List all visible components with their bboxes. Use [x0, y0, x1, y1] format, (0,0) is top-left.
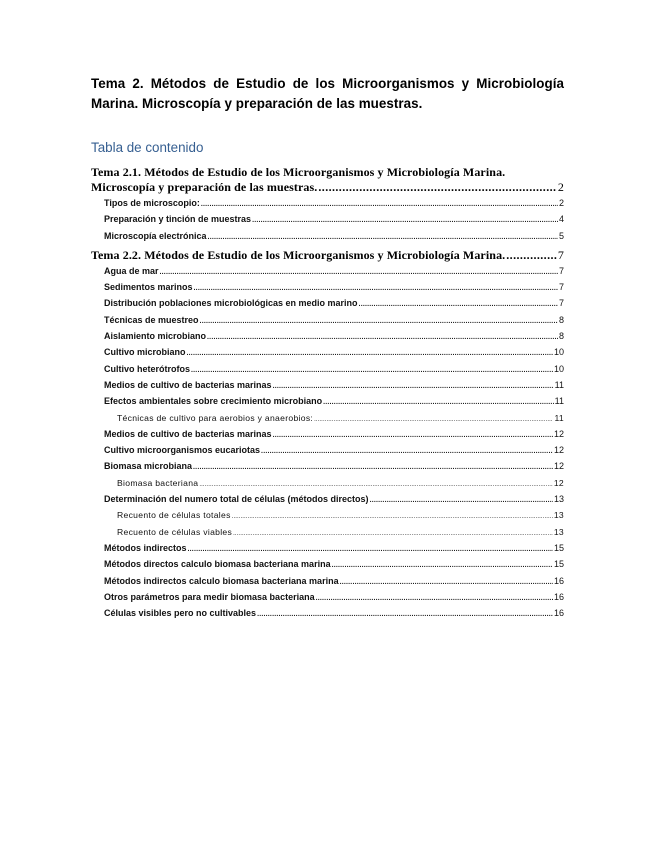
toc-section-2-1-items [91, 196, 564, 245]
toc-page-number: 10 [553, 347, 564, 358]
toc-entry-label: Medios de cultivo de bacterias marinas [104, 428, 272, 439]
toc-leader-dots [506, 248, 557, 263]
toc-entry[interactable] [91, 313, 564, 329]
toc-page-number: 12 [553, 428, 564, 439]
toc-entry[interactable] [91, 606, 564, 622]
toc-entry[interactable] [91, 492, 564, 508]
toc-entry-label: Recuento de células totales [117, 510, 231, 521]
toc-page-number: 13 [553, 526, 564, 537]
toc-leader-dots [316, 590, 553, 606]
toc-entry[interactable] [91, 345, 564, 361]
toc-page-number: 8 [558, 331, 564, 342]
toc-entry-label: Métodos indirectos calculo biomasa bacteriana marina [104, 575, 339, 586]
toc-page-number: 11 [554, 379, 564, 390]
toc-section-2-2-items [91, 264, 564, 623]
toc-leader-dots [340, 574, 553, 590]
toc-leader-dots [201, 196, 558, 212]
toc-entry[interactable] [91, 427, 564, 443]
toc-entry-label: Biomasa bacteriana [117, 477, 199, 488]
toc-page-number: 4 [558, 214, 564, 225]
toc-entry-label: Aislamiento microbiano [104, 331, 207, 342]
toc-page-number: 10 [553, 363, 564, 374]
toc-entry[interactable] [91, 557, 564, 573]
toc-entry-title-line: Tema 2.1. Métodos de Estudio de los Microorganismos y Microbiología Marina. [91, 165, 506, 179]
toc-entry[interactable] [91, 459, 564, 475]
toc-entry-title-line: Tema 2.2. Métodos de Estudio de los Microorganismos y Microbiología Marina. [91, 247, 506, 262]
toc-page-number: 2 [558, 198, 564, 208]
table-of-contents [91, 165, 564, 622]
toc-leader-dots [193, 459, 553, 475]
toc-leader-dots [257, 606, 553, 622]
toc-leader-dots [188, 541, 553, 557]
toc-leader-dots [208, 229, 558, 245]
toc-leader-dots [232, 508, 553, 524]
toc-leader-dots [273, 427, 553, 443]
toc-entry[interactable] [91, 525, 564, 541]
toc-entry-label: Técnicas de cultivo para aerobios y anaerobios: [117, 412, 314, 423]
toc-page-number: 2 [557, 180, 564, 194]
toc-entry-label: Agua de mar [104, 265, 159, 276]
toc-leader-dots [261, 443, 553, 459]
toc-leader-dots [323, 394, 554, 410]
toc-leader-dots [318, 180, 556, 195]
toc-page-number: 11 [554, 412, 564, 423]
toc-entry[interactable] [91, 476, 564, 492]
toc-entry-label: Biomasa microbiana [104, 461, 193, 472]
toc-page-number: 7 [558, 298, 564, 309]
toc-entry-title-line: Microscopía y preparación de las muestras. [91, 180, 318, 194]
toc-entry[interactable] [91, 394, 564, 410]
toc-entry[interactable] [91, 541, 564, 557]
toc-entry-section-2-1[interactable] [91, 165, 564, 195]
toc-entry[interactable] [91, 362, 564, 378]
toc-entry-label: Microscopía electrónica [104, 230, 207, 241]
toc-leader-dots [370, 492, 553, 508]
toc-page-number: 16 [553, 591, 564, 602]
toc-leader-dots [314, 411, 553, 427]
toc-page-number: 7 [558, 282, 564, 293]
toc-leader-dots [160, 264, 558, 280]
toc-page-number: 16 [553, 575, 564, 586]
toc-entry-label: Otros parámetros para medir biomasa bacteriana [104, 591, 315, 602]
toc-entry[interactable] [91, 508, 564, 524]
toc-entry[interactable] [91, 378, 564, 394]
document-title: Tema 2. Métodos de Estudio de los Microorganismos y Microbiología Marina. Microscopía y preparación de las muestras. [91, 76, 564, 111]
toc-entry-label: Sedimentos marinos [104, 282, 193, 293]
toc-entry[interactable] [91, 443, 564, 459]
toc-page-number: 12 [553, 445, 564, 456]
toc-entry-section-2-2[interactable] [91, 248, 564, 263]
toc-page-number: 16 [553, 608, 564, 619]
toc-entry[interactable] [91, 196, 564, 212]
toc-page-number: 7 [558, 265, 564, 276]
toc-leader-dots [359, 296, 558, 312]
toc-entry[interactable] [91, 264, 564, 280]
toc-entry-label: Preparación y tinción de muestras [104, 214, 252, 225]
toc-page-number: 7 [557, 247, 564, 262]
toc-leader-dots [207, 329, 558, 345]
toc-page-number: 5 [558, 230, 564, 241]
toc-leader-dots [187, 345, 553, 361]
toc-entry-label: Cultivo heterótrofos [104, 363, 191, 374]
toc-entry[interactable] [91, 411, 564, 427]
toc-page-number: 15 [553, 542, 564, 553]
toc-leader-dots [194, 280, 558, 296]
toc-page-number: 15 [553, 559, 564, 570]
toc-page-number: 8 [558, 314, 564, 325]
toc-entry[interactable] [91, 280, 564, 296]
toc-entry-label: Cultivo microbiano [104, 347, 186, 358]
toc-page-number: 13 [553, 494, 564, 505]
toc-leader-dots [252, 212, 558, 228]
toc-entry[interactable] [91, 296, 564, 312]
toc-entry[interactable] [91, 229, 564, 245]
toc-entry[interactable] [91, 590, 564, 606]
toc-leader-dots [273, 378, 554, 394]
toc-entry-label: Determinación del numero total de células (métodos directos) [104, 494, 369, 505]
toc-entry-label: Recuento de células viables [117, 526, 233, 537]
toc-entry-label: Distribución poblaciones microbiológicas en medio marino [104, 298, 358, 309]
toc-entry[interactable] [91, 329, 564, 345]
toc-entry-label: Técnicas de muestreo [104, 314, 199, 325]
toc-entry-label: Células visibles pero no cultivables [104, 608, 257, 619]
toc-page-number: 12 [553, 477, 564, 488]
toc-entry-label: Efectos ambientales sobre crecimiento microbiano [104, 396, 323, 407]
toc-entry-label: Cultivo microorganismos eucariotas [104, 445, 261, 456]
toc-entry-label: Tipos de microscopio: [104, 198, 200, 208]
toc-entry[interactable] [91, 574, 564, 590]
toc-entry[interactable] [91, 212, 564, 228]
toc-entry-label: Métodos directos calculo biomasa bacteriana marina [104, 559, 331, 570]
toc-entry-label: Métodos indirectos [104, 542, 187, 553]
toc-leader-dots [233, 525, 553, 541]
toc-leader-dots [191, 362, 553, 378]
toc-entry-label: Medios de cultivo de bacterias marinas [104, 379, 272, 390]
toc-page-number: 11 [554, 396, 564, 407]
toc-leader-dots [332, 557, 553, 573]
toc-page-number: 13 [553, 510, 564, 521]
toc-heading: Tabla de contenido [91, 140, 204, 155]
toc-leader-dots [200, 313, 558, 329]
toc-leader-dots [199, 476, 552, 492]
toc-page-number: 12 [553, 461, 564, 472]
